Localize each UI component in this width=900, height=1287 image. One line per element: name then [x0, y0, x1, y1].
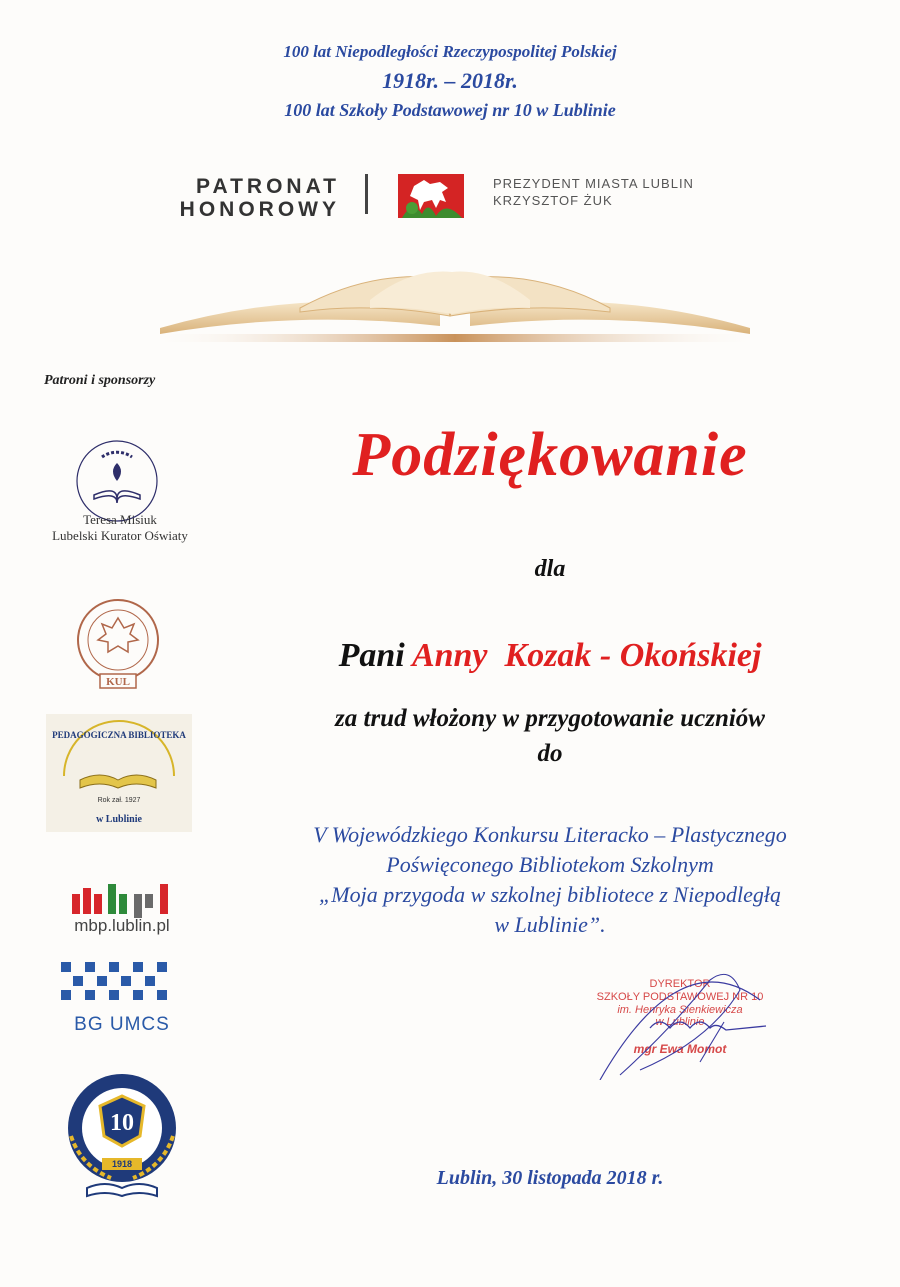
issue-date: Lublin, 30 listopada 2018 r.: [436, 1167, 664, 1189]
svg-text:KUL: KUL: [106, 676, 130, 688]
patron-line1: PREZYDENT MIASTA LUBLIN: [493, 176, 694, 191]
bg-umcs-label: BG UMCS: [74, 1014, 170, 1035]
lublin-coat-of-arms-icon: [396, 172, 466, 220]
pani-label: Pani: [338, 637, 405, 674]
svg-text:10: 10: [110, 1110, 134, 1136]
stamp-line-4: w Lublinie: [655, 1016, 705, 1028]
handwritten-signature-icon: [560, 970, 800, 1080]
patronat-honorowy-label: [135, 175, 340, 221]
stamp-name: mgr Ewa Momot: [633, 1042, 727, 1056]
kuratorium-name: Teresa Misiuk: [83, 512, 157, 527]
patronat-label-line2: HONOROWY: [179, 198, 340, 221]
kuratorium-caption: [20, 512, 220, 544]
stamp-line-2: SZKOŁY PODSTAWOWEJ NR 10: [596, 991, 764, 1003]
competition-line-4: w Lublinie”.: [494, 912, 606, 937]
kuratorium-title: Lubelski Kurator Oświaty: [52, 528, 188, 543]
school-10-logo-icon: [57, 1066, 187, 1202]
competition-line-1: V Wojewódzkiego Konkursu Literacko – Plastycznego: [313, 822, 787, 847]
patronat-label-line1: PATRONAT: [196, 175, 340, 198]
mbp-logo-icon: [68, 880, 178, 918]
reason-line-1: za trud włożony w przygotowanie uczniów: [335, 705, 765, 732]
svg-text:w Lublinie: w Lublinie: [96, 814, 142, 825]
stamp-line-1: DYREKTOR: [649, 978, 711, 990]
header-line-3: 100 lat Szkoły Podstawowej nr 10 w Lublinie: [284, 100, 616, 120]
svg-text:PEDAGOGICZNA BIBLIOTEKA: PEDAGOGICZNA BIBLIOTEKA: [52, 730, 186, 740]
mbp-url: mbp.lublin.pl: [74, 916, 170, 935]
dla-label: dla: [534, 556, 566, 582]
certificate-title: Podziękowanie: [352, 421, 748, 489]
header-years: 1918r. – 2018r.: [382, 68, 518, 93]
patron-line2: KRZYSZTOF ŻUK: [493, 193, 613, 208]
svg-text:1918: 1918: [111, 1159, 133, 1169]
kul-logo-icon: [70, 596, 166, 690]
stamp-line-3: im. Henryka Sienkiewicza: [617, 1004, 743, 1016]
bg-umcs-logo-icon: [55, 958, 185, 1014]
open-book-icon: [140, 268, 770, 356]
competition-line-3: „Moja przygoda w szkolnej bibliotece z Niepodległą: [319, 882, 781, 907]
pedagogical-library-logo-icon: [46, 714, 192, 832]
recipient-line: [200, 637, 900, 675]
patronage-divider: [365, 174, 368, 214]
patron-name: [493, 175, 694, 209]
sponsors-heading: Patroni i sponsorzy: [44, 373, 156, 388]
reason-line-2: do: [537, 740, 563, 767]
competition-line-2: Poświęconego Bibliotekom Szkolnym: [386, 852, 714, 877]
svg-text:Rok zał. 1927: Rok zał. 1927: [97, 797, 141, 804]
recipient-name: Anny Kozak - Okońskiej: [411, 637, 762, 674]
header-line-1: 100 lat Niepodległości Rzeczypospolitej Polskiej: [283, 42, 617, 61]
